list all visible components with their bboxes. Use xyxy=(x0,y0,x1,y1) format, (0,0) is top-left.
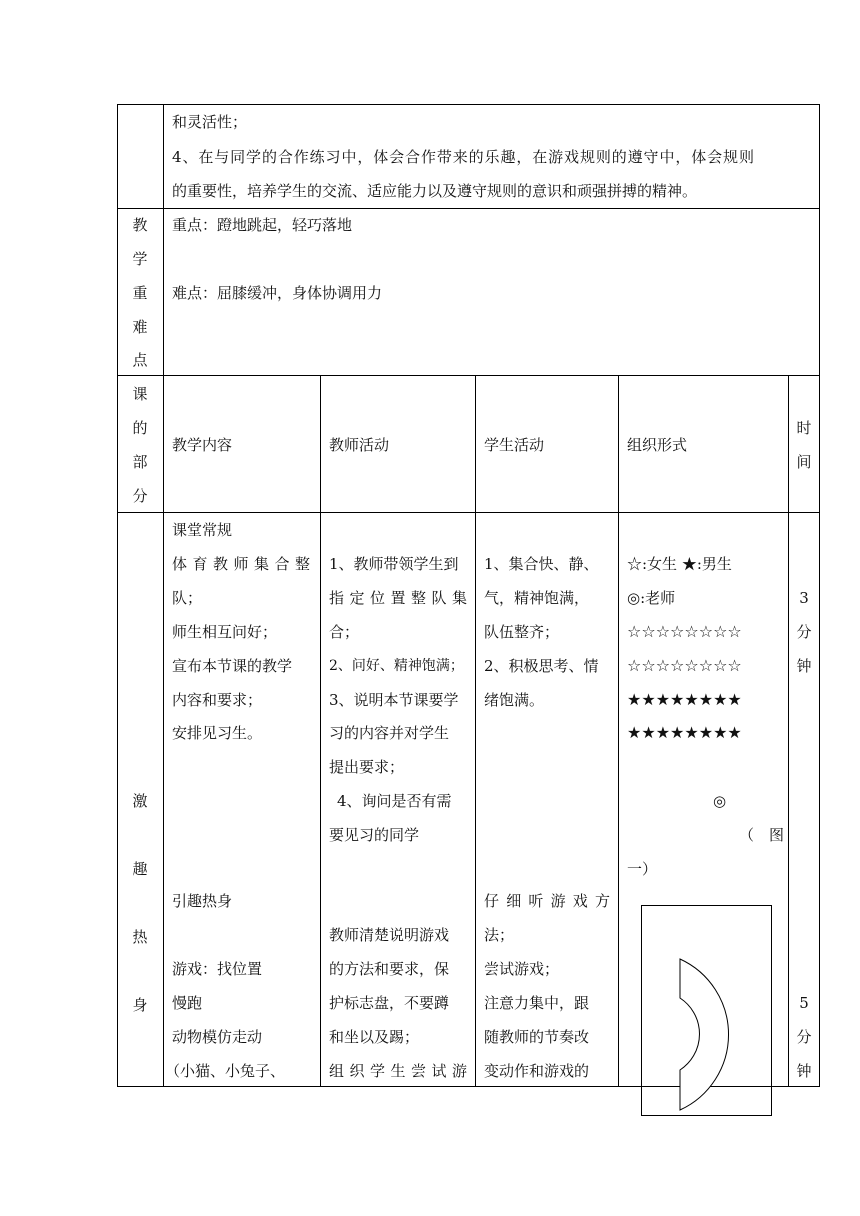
figure-caption: （ 图 xyxy=(739,826,785,844)
teacher-line: 3、说明本节课要学 xyxy=(329,691,459,709)
formation-row-boys: ★★★★★★★★ xyxy=(627,723,742,742)
teacher-line: 提出要求； xyxy=(329,758,405,776)
header-student: 学生活动 xyxy=(484,436,545,454)
time-unit: 分 xyxy=(796,1028,812,1046)
rule xyxy=(475,375,476,1087)
rule xyxy=(117,104,118,1087)
content-line: 课堂常规 xyxy=(172,521,233,539)
content-line: 游戏：找位置 xyxy=(172,960,263,978)
rule xyxy=(788,375,789,1087)
objective-line-2: 4、在与同学的合作练习中，体会合作带来的乐趣，在游戏规则的遵守中，体会规则 xyxy=(172,148,755,166)
student-line: 尝试游戏； xyxy=(484,960,560,978)
time-unit: 钟 xyxy=(796,657,812,675)
teacher-line: 要见习的同学 xyxy=(329,826,420,844)
formation-row-girls: ☆☆☆☆☆☆☆☆ xyxy=(627,622,742,641)
content-line: 安排见习生。 xyxy=(172,724,263,742)
content-line: 引趣热身 xyxy=(172,892,233,910)
row-label-char: 点 xyxy=(132,351,148,369)
header-organization: 组织形式 xyxy=(627,436,688,454)
section-label-char: 激 xyxy=(132,792,148,810)
header-time-char: 时 xyxy=(796,419,812,437)
difficult-point: 难点：屈膝缓冲，身体协调用力 xyxy=(172,284,383,302)
student-line: 队伍整齐； xyxy=(484,623,560,641)
rule xyxy=(618,375,619,1087)
student-line: 仔细听游戏方 xyxy=(484,892,610,910)
content-line: 慢跑 xyxy=(172,994,203,1012)
rule xyxy=(117,104,819,105)
teacher-line: 和坐以及踢； xyxy=(329,1028,420,1046)
teacher-line: 教师清楚说明游戏 xyxy=(329,926,450,944)
key-point: 重点：蹬地跳起，轻巧落地 xyxy=(172,216,353,234)
header-content: 教学内容 xyxy=(172,436,233,454)
student-line: 绪饱满。 xyxy=(484,691,545,709)
time-unit: 钟 xyxy=(796,1062,812,1080)
teacher-line: 2、问好、精神饱满； xyxy=(329,658,464,674)
teacher-line: 的方法和要求，保 xyxy=(329,960,450,978)
header-teacher: 教师活动 xyxy=(329,436,390,454)
content-line: 队； xyxy=(172,589,203,607)
teacher-line: 合； xyxy=(329,623,360,641)
student-line: 2、积极思考、情 xyxy=(484,657,599,675)
teacher-line: 指定位置整队集 xyxy=(329,589,467,607)
content-line: 内容和要求； xyxy=(172,691,263,709)
section-label-char: 趣 xyxy=(132,860,148,878)
rule xyxy=(117,512,819,513)
content-line: 体育教师集合整 xyxy=(172,555,310,573)
student-line: 1、集合快、静、 xyxy=(484,555,599,573)
header-time-char: 间 xyxy=(796,453,812,471)
header-section-char: 的 xyxy=(132,419,148,437)
section-label-char: 身 xyxy=(132,996,148,1014)
formation-row-boys: ★★★★★★★★ xyxy=(627,690,742,709)
teacher-line: 习的内容并对学生 xyxy=(329,724,450,742)
row-label-char: 教 xyxy=(132,216,148,234)
formation-row-girls: ☆☆☆☆☆☆☆☆ xyxy=(627,656,742,675)
teacher-line: 组织学生尝试游 xyxy=(329,1062,467,1080)
student-line: 变动作和游戏的 xyxy=(484,1062,590,1080)
header-section-char: 部 xyxy=(132,453,148,471)
teacher-position-icon: ◎ xyxy=(713,792,727,810)
time-value: 3 xyxy=(799,589,809,607)
figure-caption: 一） xyxy=(627,860,658,878)
teacher-line: 护标志盘，不要蹲 xyxy=(329,994,450,1012)
time-value: 5 xyxy=(799,994,809,1012)
student-line: 法； xyxy=(484,926,515,944)
formation-diagram xyxy=(638,902,778,1122)
content-line: 动物模仿走动 xyxy=(172,1028,263,1046)
header-section-char: 课 xyxy=(132,385,148,403)
student-line: 随教师的节奏改 xyxy=(484,1028,590,1046)
rule xyxy=(117,375,819,376)
header-section-char: 分 xyxy=(132,487,148,505)
row-label-char: 学 xyxy=(132,250,148,268)
time-unit: 分 xyxy=(796,623,812,641)
objective-line-3: 的重要性，培养学生的交流、适应能力以及遵守规则的意识和顽强拼搏的精神。 xyxy=(172,182,698,200)
rule xyxy=(320,375,321,1087)
student-line: 气，精神饱满， xyxy=(484,589,590,607)
org-legend: ☆:女生 ★:男生 xyxy=(627,555,732,573)
student-line: 注意力集中，跟 xyxy=(484,994,590,1012)
row-label-char: 重 xyxy=(132,284,148,302)
teacher-line: 4、询问是否有需 xyxy=(337,792,452,810)
content-line: 宣布本节课的教学 xyxy=(172,657,293,675)
content-line: 师生相互问好； xyxy=(172,623,278,641)
content-line: （小猫、小兔子、 xyxy=(165,1062,286,1080)
rule xyxy=(117,208,819,209)
section-label-char: 热 xyxy=(132,928,148,946)
row-label-char: 难 xyxy=(132,318,148,336)
org-legend: ◎:老师 xyxy=(627,589,676,607)
objective-line-1: 和灵活性； xyxy=(172,113,248,131)
teacher-line: 1、教师带领学生到 xyxy=(329,555,459,573)
rule xyxy=(163,104,164,1087)
